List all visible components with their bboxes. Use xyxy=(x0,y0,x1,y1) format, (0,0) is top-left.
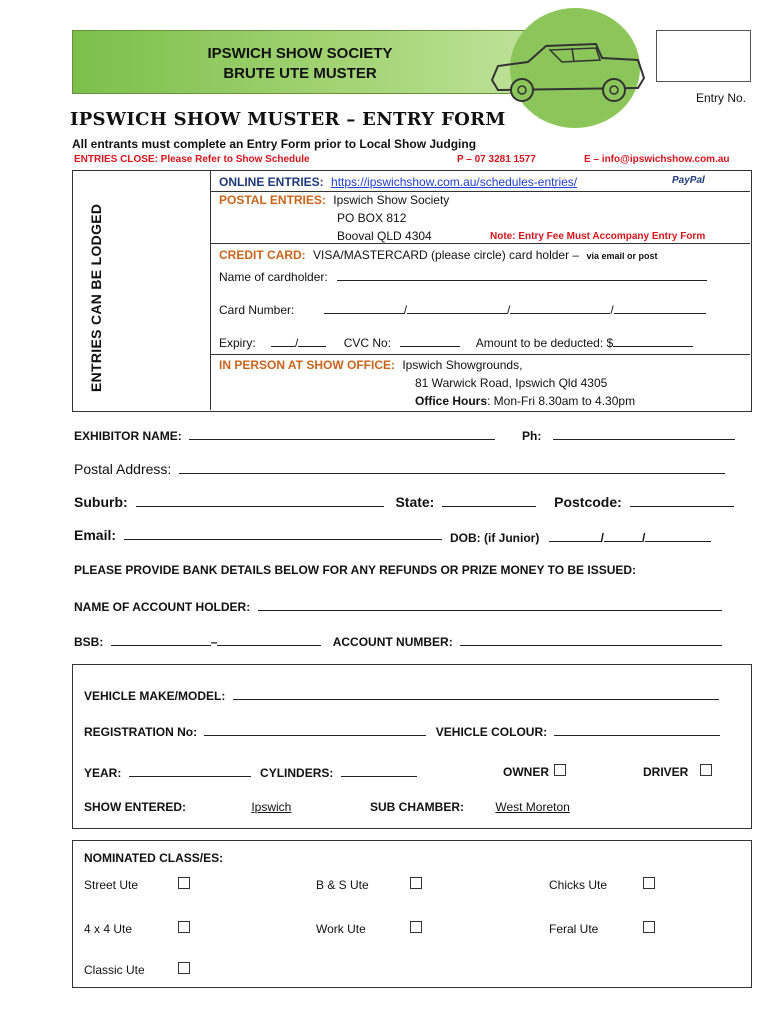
dob-label: DOB: (if Junior) xyxy=(450,531,540,545)
driver-option[interactable] xyxy=(643,764,712,779)
email-text: E – info@ipswichshow.com.au xyxy=(584,154,730,165)
expiry-row: Expiry: / CVC No: Amount to be deducted: $ xyxy=(219,334,693,350)
state-field[interactable] xyxy=(442,494,536,507)
postcode-field[interactable] xyxy=(630,494,734,507)
cardholder-row xyxy=(219,268,707,284)
ph-label: Ph: xyxy=(522,429,542,443)
class-label: Street Ute xyxy=(84,878,139,892)
email-row xyxy=(74,527,442,543)
ph-field[interactable] xyxy=(553,427,735,440)
bank-heading: PLEASE PROVIDE BANK DETAILS BELOW FOR ANY REFUNDS OR PRIZE MONEY TO BE ISSUED: xyxy=(74,563,637,577)
card-number-field-1[interactable] xyxy=(324,301,404,314)
class-label: Feral Ute xyxy=(549,922,599,936)
cc-text: VISA/MASTERCARD (please circle) card holder – xyxy=(313,248,580,262)
postal-line2: PO BOX 812 xyxy=(337,211,407,225)
bsb-label: BSB: xyxy=(74,635,104,649)
cylinders-label: CYLINDERS: xyxy=(260,766,334,780)
lodge-side-label: ENTRIES CAN BE LODGED xyxy=(88,203,104,392)
header-title-line2: BRUTE UTE MUSTER xyxy=(223,65,377,82)
class-checkbox[interactable] xyxy=(410,921,422,933)
account-holder-row xyxy=(74,598,722,614)
classes-heading: NOMINATED CLASS/ES: xyxy=(84,851,224,865)
header-title xyxy=(120,44,480,84)
cardholder-field[interactable] xyxy=(337,268,707,281)
account-holder-label: NAME OF ACCOUNT HOLDER: xyxy=(74,600,251,614)
class-label: B & S Ute xyxy=(316,878,369,892)
phone-text: P – 07 3281 1577 xyxy=(457,154,536,165)
lodge-line-1 xyxy=(210,191,750,192)
lodge-line-2 xyxy=(210,243,750,244)
registration-row xyxy=(84,723,720,739)
driver-checkbox[interactable] xyxy=(700,764,712,776)
state-label: State: xyxy=(395,494,435,510)
bsb-field-2[interactable] xyxy=(217,633,321,646)
sub-chamber-row xyxy=(370,800,570,814)
cylinders-field[interactable] xyxy=(341,764,417,777)
driver-label: DRIVER xyxy=(643,765,689,779)
postal-address-field[interactable] xyxy=(179,461,725,474)
dob-month-field[interactable] xyxy=(604,529,642,542)
online-url-link[interactable]: https://ipswichshow.com.au/schedules-entries/ xyxy=(331,175,578,189)
cc-label: CREDIT CARD: xyxy=(219,248,306,262)
vehicle-make-row xyxy=(84,687,719,703)
suburb-field[interactable] xyxy=(136,494,384,507)
postal-line3: Booval QLD 4304 xyxy=(337,229,432,243)
class-option-4x4-ute[interactable] xyxy=(84,921,190,936)
class-option-chicks-ute[interactable] xyxy=(549,877,655,892)
entries-close-text: ENTRIES CLOSE: Please Refer to Show Schedule xyxy=(74,154,310,165)
account-number-field[interactable] xyxy=(460,633,722,646)
postal-label: POSTAL ENTRIES: xyxy=(219,193,326,207)
expiry-label: Expiry: xyxy=(219,336,256,350)
sub-chamber-label: SUB CHAMBER: xyxy=(370,800,464,814)
in-person-row xyxy=(219,358,522,372)
year-row xyxy=(84,764,417,780)
show-entered-value: Ipswich xyxy=(251,800,292,814)
in-person-label: IN PERSON AT SHOW OFFICE: xyxy=(219,358,395,372)
lodge-line-3 xyxy=(210,354,750,355)
vehicle-make-field[interactable] xyxy=(233,687,719,700)
cardholder-label: Name of cardholder: xyxy=(219,270,328,284)
card-number-field-3[interactable] xyxy=(510,301,610,314)
online-label: ONLINE ENTRIES: xyxy=(219,175,324,189)
registration-field[interactable] xyxy=(204,723,426,736)
card-number-field-2[interactable] xyxy=(407,301,507,314)
bsb-row: BSB: – ACCOUNT NUMBER: xyxy=(74,633,722,649)
cc-via: via email or post xyxy=(586,251,658,261)
credit-card-row xyxy=(219,248,657,262)
sub-chamber-value: West Moreton xyxy=(495,800,570,814)
office-hours-row xyxy=(415,394,635,408)
postcode-label: Postcode: xyxy=(554,494,622,510)
account-holder-field[interactable] xyxy=(258,598,722,611)
office-hours-label: Office Hours xyxy=(415,394,488,408)
cvc-label: CVC No: xyxy=(343,336,392,350)
phone-row xyxy=(522,427,735,443)
class-option-bs-ute[interactable] xyxy=(316,877,422,892)
colour-label: VEHICLE COLOUR: xyxy=(435,725,548,739)
amount-field[interactable] xyxy=(613,334,693,347)
class-label: 4 x 4 Ute xyxy=(84,922,133,936)
postal-address-row xyxy=(74,461,725,477)
class-option-feral-ute[interactable] xyxy=(549,921,655,936)
amount-label: Amount to be deducted: $ xyxy=(475,336,614,350)
class-checkbox[interactable] xyxy=(643,877,655,889)
class-option-work-ute[interactable] xyxy=(316,921,422,936)
show-entered-label: SHOW ENTERED: xyxy=(84,800,186,814)
suburb-label: Suburb: xyxy=(74,494,128,510)
registration-label: REGISTRATION No: xyxy=(84,725,198,739)
exhibitor-name-label: EXHIBITOR NAME: xyxy=(74,429,182,443)
class-label: Chicks Ute xyxy=(549,878,608,892)
colour-field[interactable] xyxy=(554,723,720,736)
entry-no-label: Entry No. xyxy=(696,91,747,105)
class-checkbox[interactable] xyxy=(178,962,190,974)
class-checkbox[interactable] xyxy=(643,921,655,933)
expiry-month-field[interactable] xyxy=(271,334,295,347)
postal-line1: Ipswich Show Society xyxy=(333,193,450,207)
class-checkbox[interactable] xyxy=(178,877,190,889)
online-row xyxy=(219,175,577,189)
bsb-field-1[interactable] xyxy=(111,633,211,646)
show-entered-row xyxy=(84,800,291,814)
exhibitor-name-field[interactable] xyxy=(189,427,495,440)
year-label: YEAR: xyxy=(84,766,122,780)
email-field[interactable] xyxy=(124,527,442,540)
paypal-logo: PayPal xyxy=(672,175,705,186)
in-person-line1: Ipswich Showgrounds, xyxy=(402,358,523,372)
owner-checkbox[interactable] xyxy=(554,764,566,776)
vehicle-make-label: VEHICLE MAKE/MODEL: xyxy=(84,689,226,703)
cvc-field[interactable] xyxy=(400,334,460,347)
class-checkbox[interactable] xyxy=(410,877,422,889)
header-title-line1: IPSWICH SHOW SOCIETY xyxy=(207,45,393,62)
exhibitor-name-row xyxy=(74,427,495,443)
class-label: Work Ute xyxy=(316,922,366,936)
account-number-label: ACCOUNT NUMBER: xyxy=(332,635,453,649)
ute-icon xyxy=(488,36,648,108)
dob-row: DOB: (if Junior) / / xyxy=(450,529,711,545)
postal-row xyxy=(219,193,449,207)
fee-note: Note: Entry Fee Must Accompany Entry Form xyxy=(490,231,706,242)
class-checkbox[interactable] xyxy=(178,921,190,933)
entry-no-box[interactable] xyxy=(656,30,751,82)
card-number-row: Card Number: / / / xyxy=(219,301,706,317)
lodge-divider xyxy=(210,170,211,410)
class-option-classic-ute[interactable] xyxy=(84,962,190,977)
year-field[interactable] xyxy=(129,764,251,777)
expiry-year-field[interactable] xyxy=(298,334,326,347)
office-hours-value: : Mon-Fri 8.30am to 4.30pm xyxy=(487,394,636,408)
owner-label: OWNER xyxy=(503,765,549,779)
postal-address-label: Postal Address: xyxy=(74,461,172,477)
form-subtitle: All entrants must complete an Entry Form prior to Local Show Judging xyxy=(72,137,477,151)
card-number-label: Card Number: xyxy=(219,303,295,317)
dob-day-field[interactable] xyxy=(549,529,601,542)
owner-option[interactable] xyxy=(503,764,566,779)
dob-year-field[interactable] xyxy=(645,529,711,542)
email-label: Email: xyxy=(74,527,117,543)
card-number-field-4[interactable] xyxy=(614,301,706,314)
form-title: IPSWICH SHOW MUSTER – ENTRY FORM xyxy=(70,109,506,130)
class-option-street-ute[interactable] xyxy=(84,877,190,892)
suburb-row xyxy=(74,494,734,510)
class-label: Classic Ute xyxy=(84,963,145,977)
in-person-line2: 81 Warwick Road, Ipswich Qld 4305 xyxy=(415,376,608,390)
